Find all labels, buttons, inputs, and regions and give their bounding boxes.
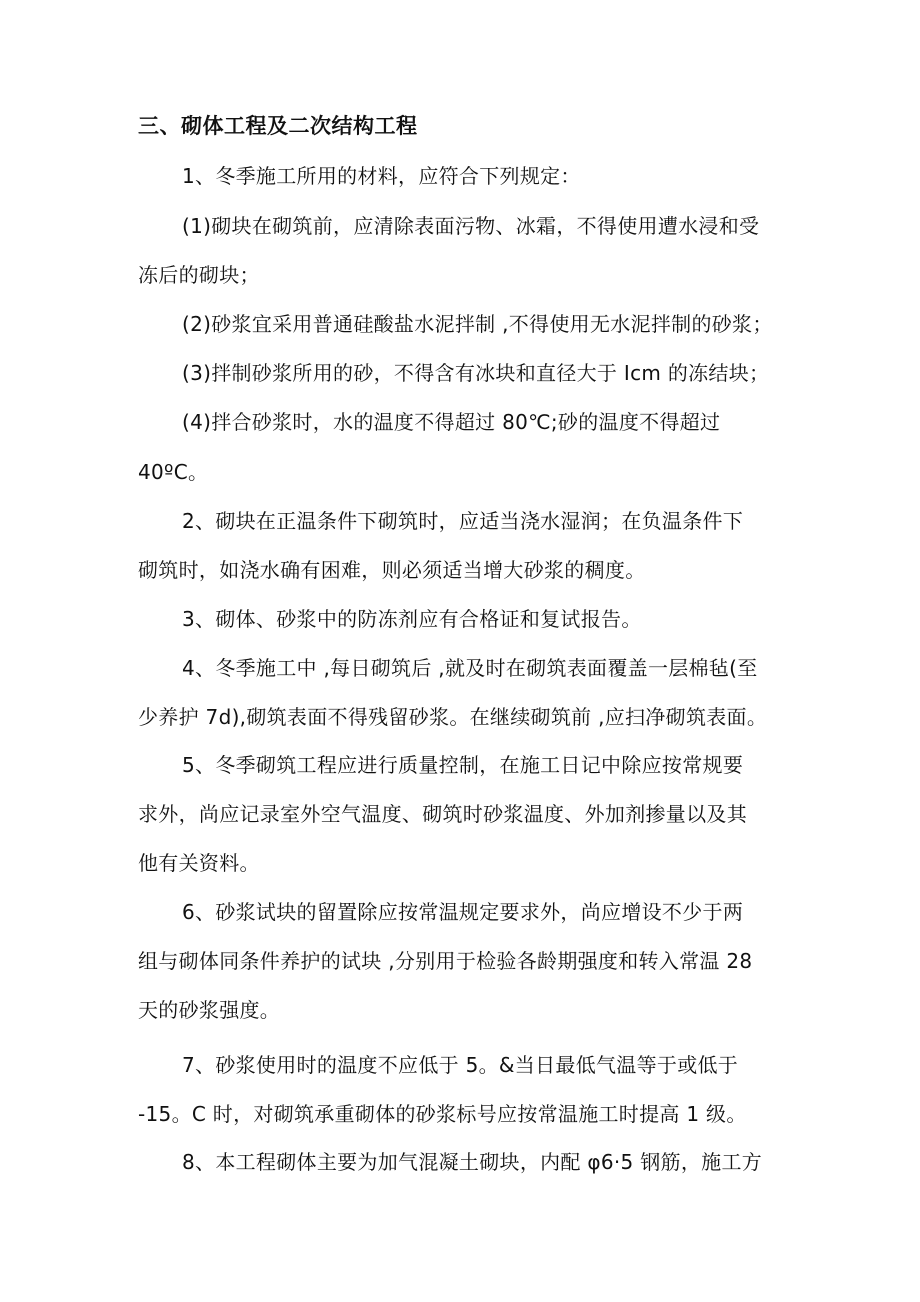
paragraph-7-line-2: -15。C 时，对砌筑承重砌体的砂浆标号应按常温施工时提高 1 级。	[138, 1102, 747, 1126]
item-4-line-2: 40ºC。	[138, 460, 209, 484]
paragraph-6-line-2: 组与砌体同条件养护的试块 ,分别用于检验各龄期强度和转入常温 28	[138, 949, 753, 973]
paragraph-5-line-2: 求外，尚应记录室外空气温度、砌筑时砂浆温度、外加剂掺量以及其	[138, 802, 747, 826]
item-1-line-1: (1)砌块在砌筑前，应清除表面污物、冰霜，不得使用遭水浸和受	[182, 214, 760, 238]
paragraph-2-line-1: 2、砌块在正温条件下砌筑时，应适当浇水湿润；在负温条件下	[182, 509, 744, 533]
paragraph-6-line-1: 6、砂浆试块的留置除应按常温规定要求外，尚应增设不少于两	[182, 900, 744, 924]
item-2-line-1: (2)砂浆宜采用普通硅酸盐水泥拌制 ,不得使用无水泥拌制的砂浆；	[182, 312, 773, 336]
paragraph-4-line-1: 4、冬季施工中 ,每日砌筑后 ,就及时在砌筑表面覆盖一层棉毡(至	[182, 656, 758, 680]
item-3-line-1: (3)拌制砂浆所用的砂，不得含有冰块和直径大于 Icm 的冻结块；	[182, 361, 770, 385]
item-1-line-2: 冻后的砌块；	[138, 263, 260, 287]
paragraph-5-line-3: 他有关资料。	[138, 851, 260, 875]
paragraph-7-line-1: 7、砂浆使用时的温度不应低于 5。&当日最低气温等于或低于	[182, 1053, 739, 1077]
paragraph-2-line-2: 砌筑时，如浇水确有困难，则必须适当增大砂浆的稠度。	[138, 558, 646, 582]
paragraph-8-line-1: 8、本工程砌体主要为加气混凝土砌块，内配 φ6·5 钢筋，施工方	[182, 1150, 763, 1174]
paragraph-6-line-3: 天的砂浆强度。	[138, 998, 281, 1022]
paragraph-3-line-1: 3、砌体、砂浆中的防冻剂应有合格证和复试报告。	[182, 607, 642, 631]
paragraph-1-line-1: 1、冬季施工所用的材料，应符合下列规定：	[182, 164, 581, 188]
section-heading: 三、砌体工程及二次结构工程	[138, 114, 418, 138]
item-4-line-1: (4)拌合砂浆时，水的温度不得超过 80℃;砂的温度不得超过	[182, 410, 721, 434]
paragraph-4-line-2: 少养护 7d),砌筑表面不得残留砂浆。在继续砌筑前 ,应扫净砌筑表面。	[138, 705, 768, 729]
paragraph-5-line-1: 5、冬季砌筑工程应进行质量控制，在施工日记中除应按常规要	[182, 753, 744, 777]
